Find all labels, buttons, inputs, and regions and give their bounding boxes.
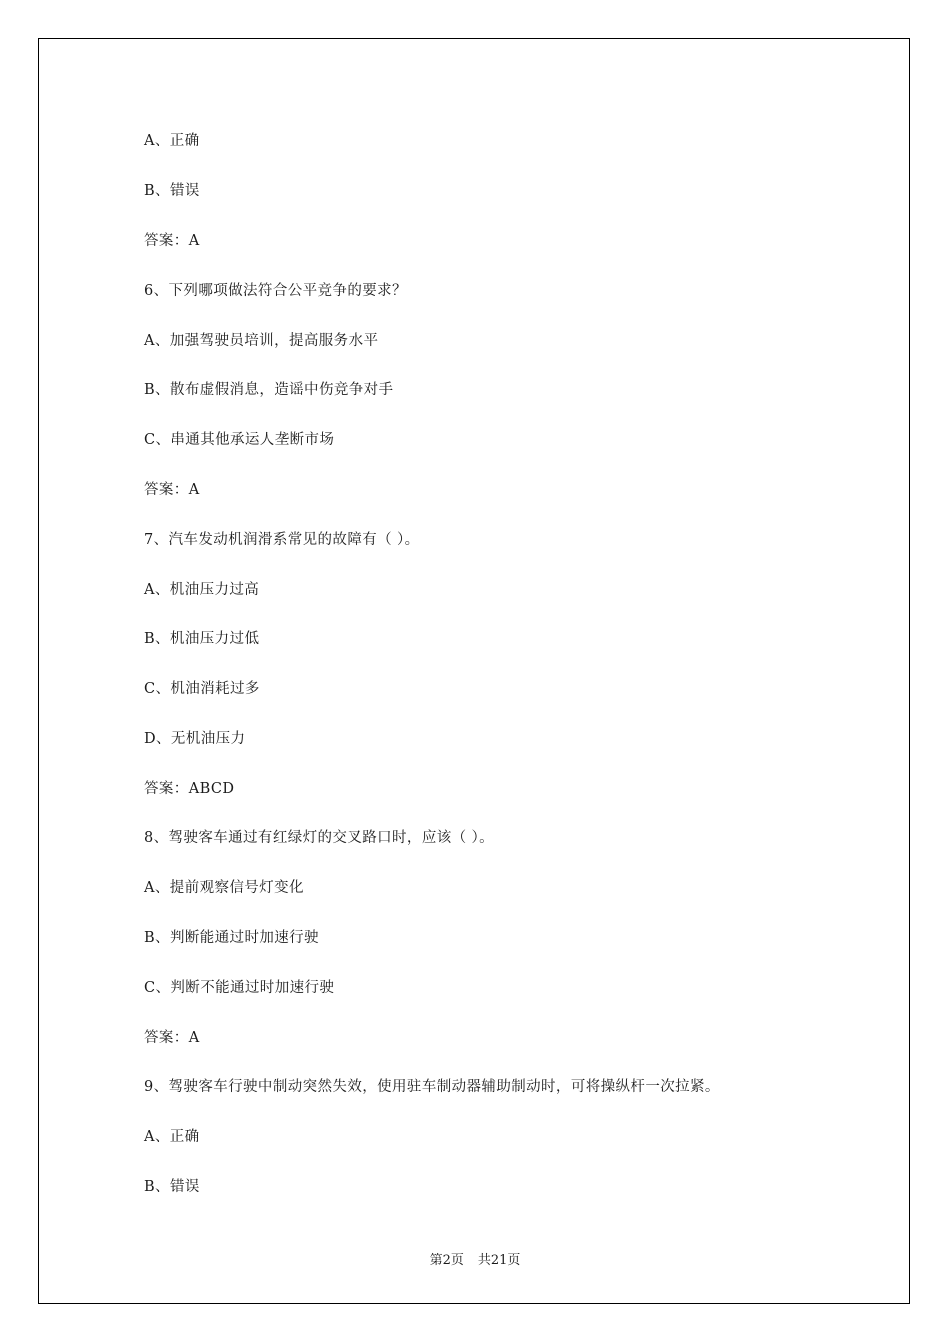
option-line: A、提前观察信号灯变化 <box>144 880 304 896</box>
question-line: 7、汽车发动机润滑系常见的故障有（ ）。 <box>144 532 420 548</box>
option-line: A、正确 <box>144 1129 200 1145</box>
option-line: B、散布虚假消息，造谣中伤竞争对手 <box>144 382 394 398</box>
option-line: B、判断能通过时加速行驶 <box>144 930 319 946</box>
answer-line: 答案：A <box>144 233 200 249</box>
page-footer <box>0 1249 950 1268</box>
answer-line: 答案：A <box>144 482 200 498</box>
option-line: C、串通其他承运人垄断市场 <box>144 432 335 448</box>
question-line: 9、驾驶客车行驶中制动突然失效，使用驻车制动器辅助制动时，可将操纵杆一次拉紧。 <box>144 1079 720 1095</box>
option-line: A、机油压力过高 <box>144 582 260 598</box>
option-line: C、判断不能通过时加速行驶 <box>144 980 335 996</box>
page-border <box>38 38 910 1304</box>
page-total: 共21页 <box>477 1253 521 1268</box>
question-line: 6、下列哪项做法符合公平竞争的要求？ <box>144 283 407 299</box>
option-line: B、错误 <box>144 1179 200 1195</box>
question-line: 8、驾驶客车通过有红绿灯的交叉路口时，应该（ ）。 <box>144 830 495 846</box>
option-line: D、无机油压力 <box>144 731 246 747</box>
option-line: B、错误 <box>144 183 200 199</box>
option-line: B、机油压力过低 <box>144 631 260 647</box>
option-line: A、加强驾驶员培训，提高服务水平 <box>144 333 379 349</box>
option-line: A、正确 <box>144 133 200 149</box>
option-line: C、机油消耗过多 <box>144 681 260 697</box>
page-number: 第2页 <box>429 1253 464 1268</box>
answer-line: 答案：A <box>144 1030 200 1046</box>
answer-line: 答案：ABCD <box>144 781 235 797</box>
